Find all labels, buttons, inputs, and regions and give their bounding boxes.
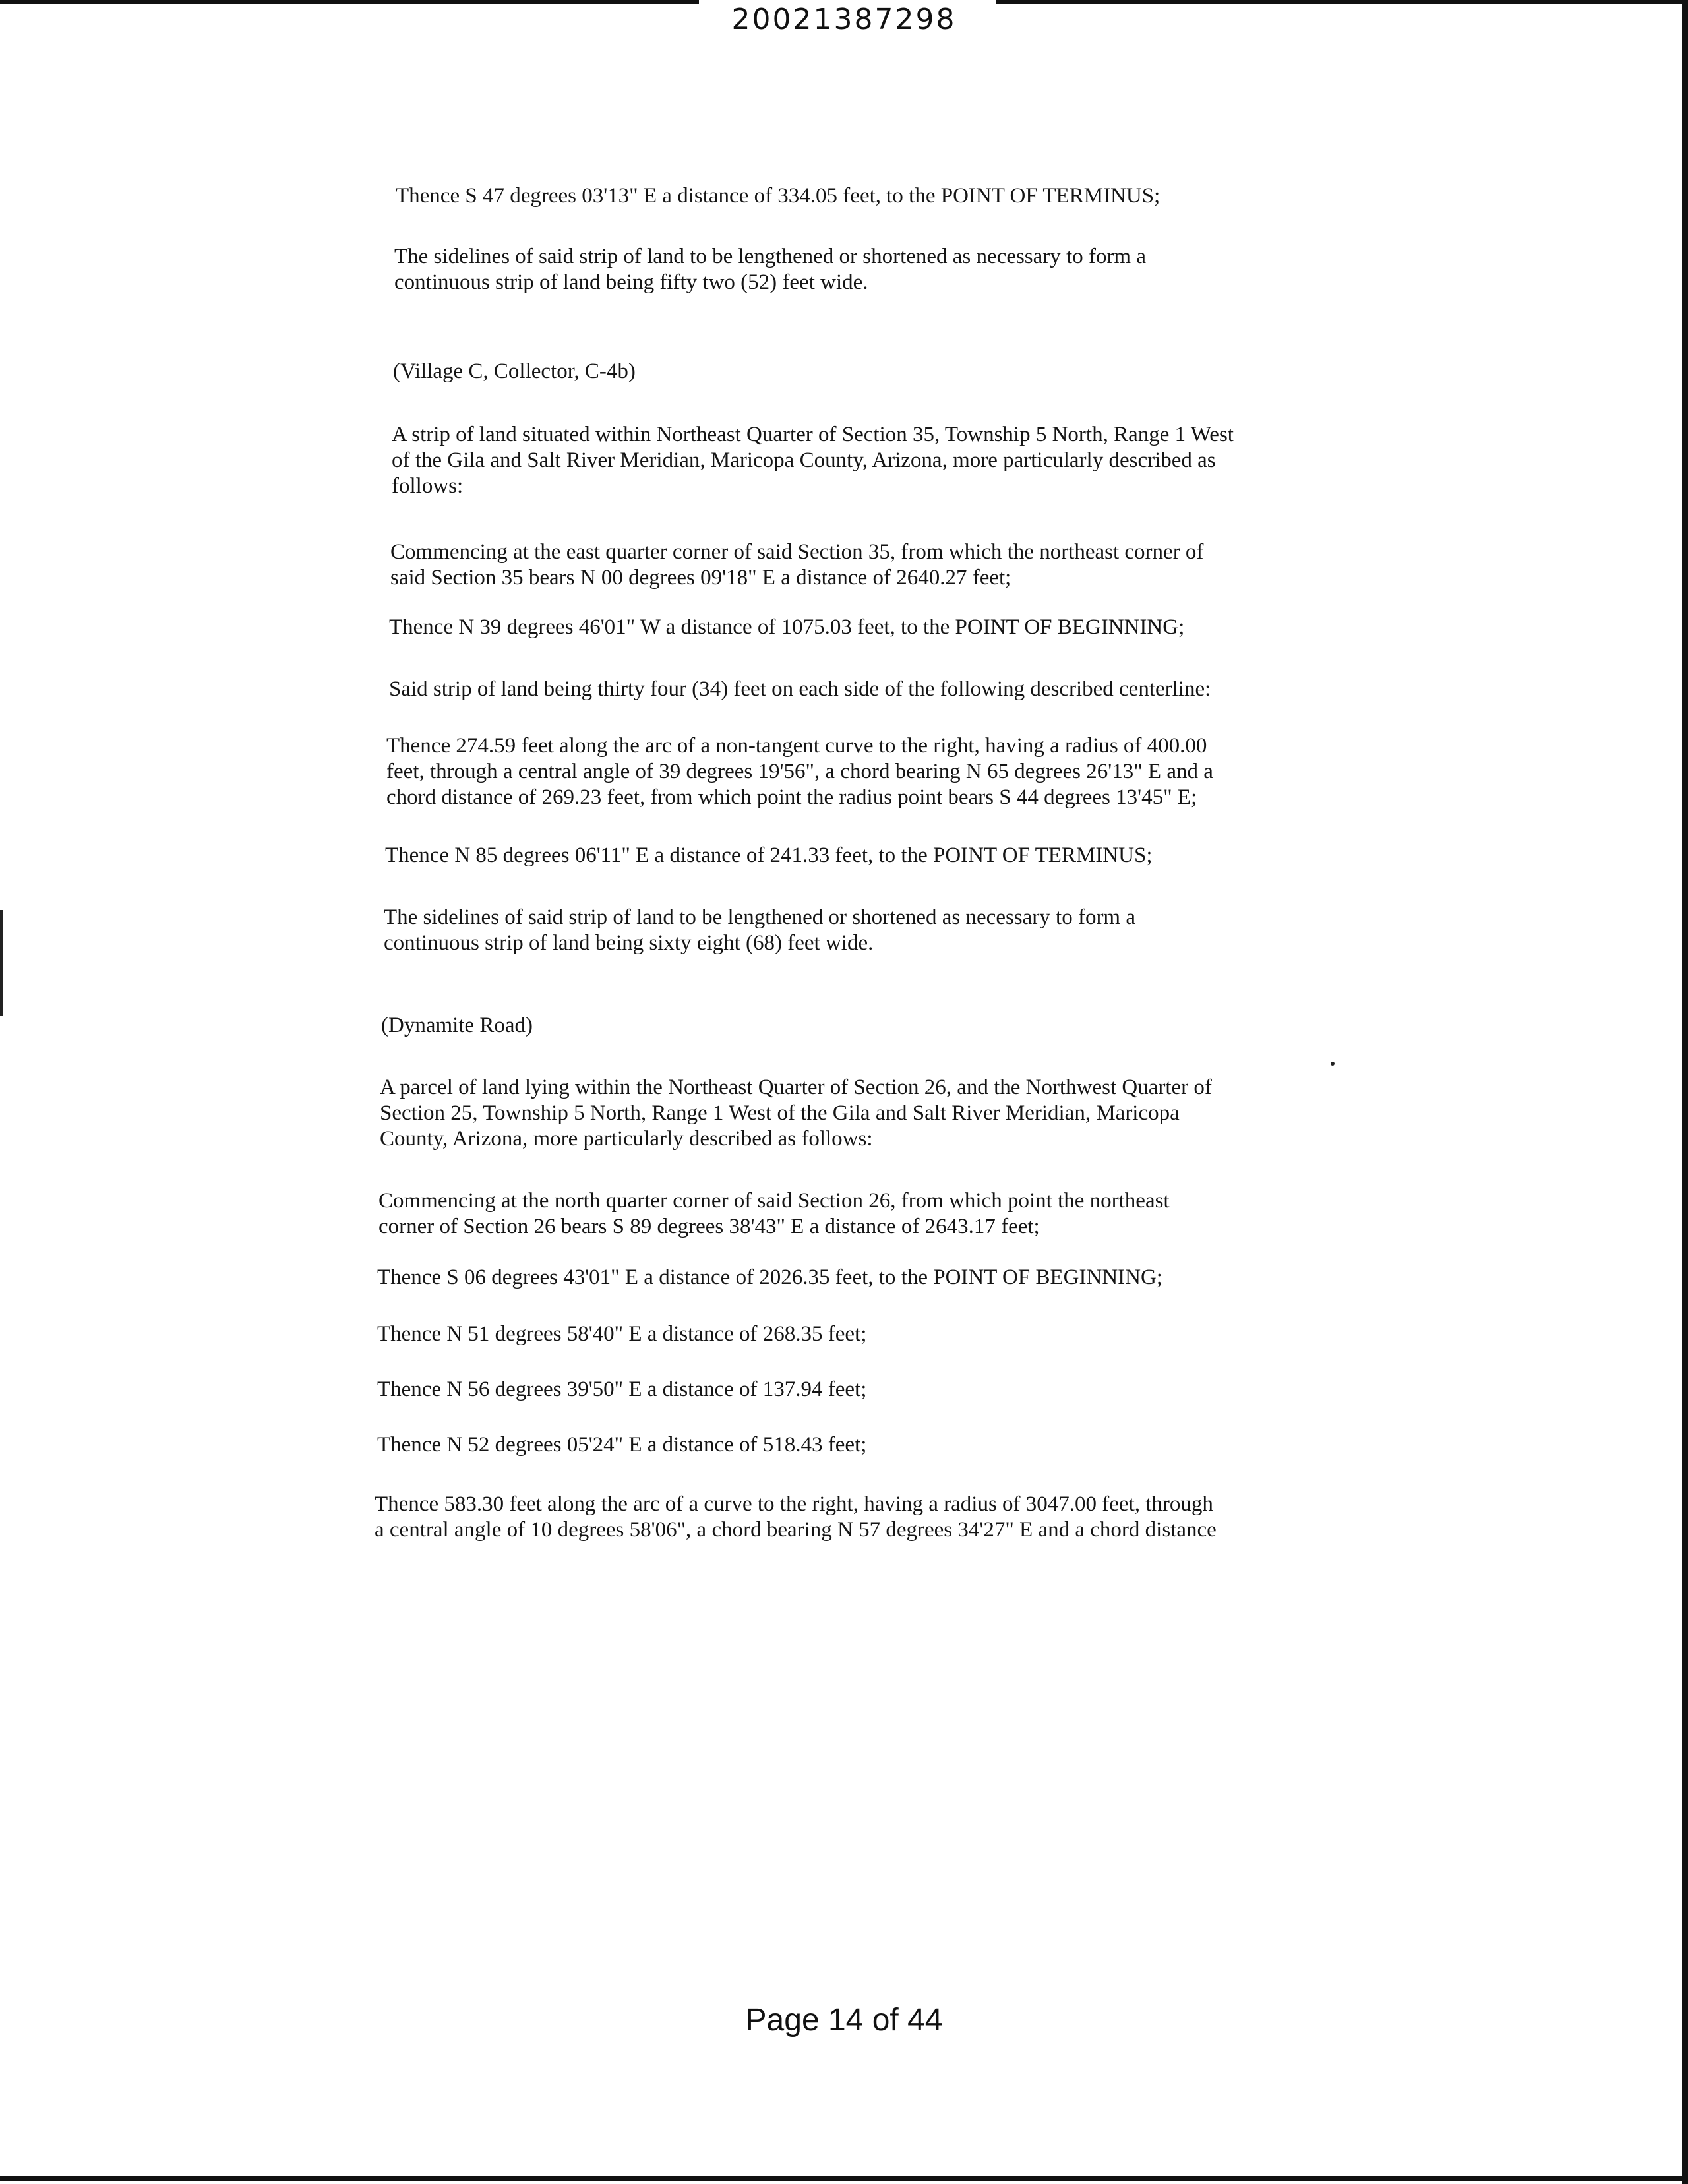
scan-left-mark xyxy=(0,910,3,1016)
scan-speck xyxy=(1331,1062,1335,1066)
paragraph-course-3: Thence N 52 degrees 05'24" E a distance of 518.43 feet; xyxy=(377,1433,867,1457)
page-number: Page 14 of 44 xyxy=(745,2003,943,2038)
paragraph-course-2: Thence N 56 degrees 39'50" E a distance of 137.94 feet; xyxy=(377,1378,867,1401)
paragraph-commencing-1: Commencing at the east quarter corner of said Section 35, from which the northeast corner of said Section 35 bears N 00 degrees 09'18" E a distance of 2640.27 feet; xyxy=(390,540,1204,590)
section-heading-village-c: (Village C, Collector, C-4b) xyxy=(393,359,636,383)
paragraph-sidelines-2: The sidelines of said strip of land to be lengthened or shortened as necessary to form a continuous strip of land being sixty eight (68) feet wide. xyxy=(384,905,1135,955)
section-heading-dynamite-road: (Dynamite Road) xyxy=(381,1014,533,1037)
paragraph-sidelines-1: The sidelines of said strip of land to be lengthened or shortened as necessary to form a continuous strip of land being fifty two (52) feet wide. xyxy=(394,245,1146,294)
paragraph-curve-2: Thence 583.30 feet along the arc of a curve to the right, having a radius of 3047.00 feet, through a central angle of 10 degrees 58'06", a chord bearing N 57 degrees 34'27" E and a chord distance xyxy=(375,1492,1217,1542)
paragraph-terminus-1: Thence S 47 degrees 03'13" E a distance of 334.05 feet, to the POINT OF TERMINUS; xyxy=(396,184,1160,208)
paragraph-course-1: Thence N 51 degrees 58'40" E a distance of 268.35 feet; xyxy=(377,1322,867,1346)
paragraph-centerline: Said strip of land being thirty four (34) feet on each side of the following described centerline: xyxy=(389,677,1211,701)
recording-number: 20021387298 xyxy=(731,3,957,36)
paragraph-terminus-2: Thence N 85 degrees 06'11" E a distance of 241.33 feet, to the POINT OF TERMINUS; xyxy=(385,843,1153,867)
paragraph-commencing-2: Commencing at the north quarter corner of said Section 26, from which point the northeast corner of Section 26 bears S 89 degrees 38'43" E a distance of 2643.17 feet; xyxy=(378,1189,1170,1238)
paragraph-strip-description: A strip of land situated within Northeast Quarter of Section 35, Township 5 North, Range 1 West of the Gila and Salt River Meridian, Maricopa County, Arizona, more particularly described as follows: xyxy=(392,423,1234,498)
scan-right-border xyxy=(1682,0,1688,2184)
paragraph-beginning-1: Thence N 39 degrees 46'01" W a distance of 1075.03 feet, to the POINT OF BEGINNING; xyxy=(389,615,1185,639)
paragraph-beginning-2: Thence S 06 degrees 43'01" E a distance of 2026.35 feet, to the POINT OF BEGINNING; xyxy=(377,1265,1162,1289)
paragraph-parcel-description: A parcel of land lying within the Northeast Quarter of Section 26, and the Northwest Quarter of Section 25, Township 5 North, Range 1 West of the Gila and Salt River Meridian, Maricopa County, Arizona, more particularly described as follows: xyxy=(380,1076,1212,1151)
scan-bottom-border xyxy=(0,2176,1688,2181)
paragraph-curve-1: Thence 274.59 feet along the arc of a non-tangent curve to the right, having a radius of 400.00 feet, through a central angle of 39 degrees 19'56", a chord bearing N 65 degrees 26'13" E and a chord distance of 269.23 feet, from which point the radius point bears S 44 degrees 13'45" E; xyxy=(386,734,1213,809)
